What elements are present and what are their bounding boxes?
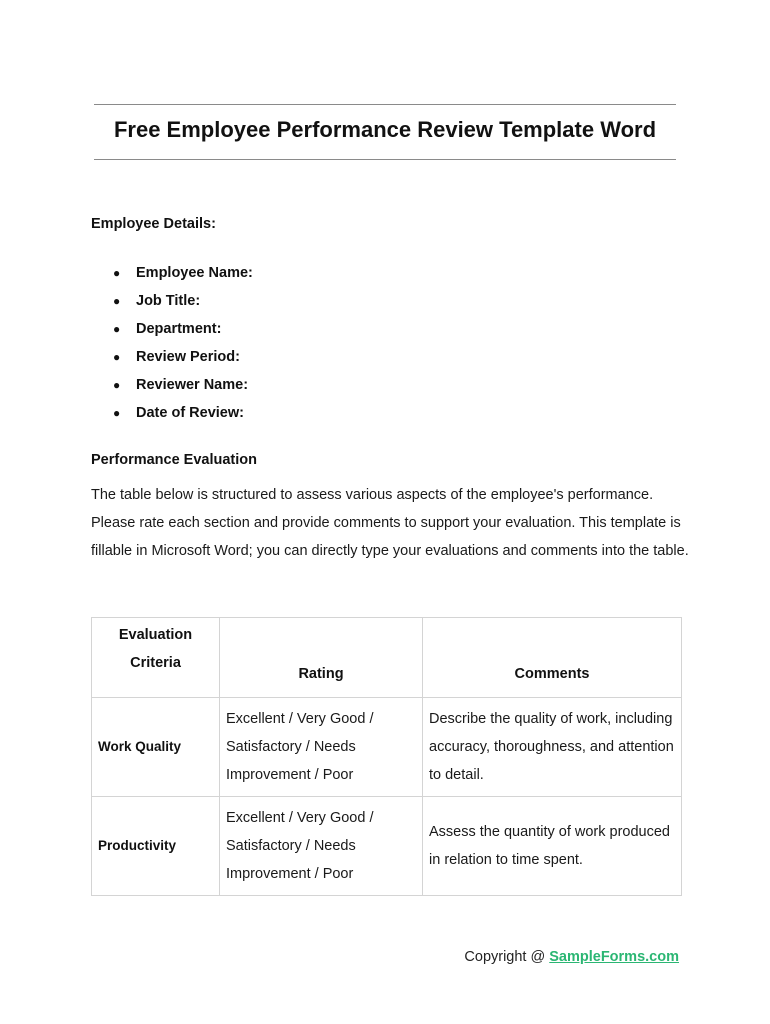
performance-evaluation-heading: Performance Evaluation [91, 452, 257, 468]
employee-details-heading: Employee Details: [91, 216, 216, 232]
list-item [113, 402, 253, 430]
table-row [92, 698, 682, 797]
bullet-icon: ● [113, 406, 121, 420]
header-rating: Rating [220, 618, 423, 698]
list-item [113, 262, 253, 290]
copyright-footer [464, 949, 679, 965]
page-title: Free Employee Performance Review Template Word [113, 117, 657, 142]
rating-cell[interactable]: Excellent / Very Good / Satisfactory / Needs Improvement / Poor [220, 698, 423, 797]
detail-label: Job Title: [136, 293, 201, 309]
criteria-cell: Productivity [92, 797, 220, 896]
criteria-cell: Work Quality [92, 698, 220, 797]
header-evaluation-criteria: Evaluation Criteria [92, 618, 220, 698]
sampleforms-link[interactable]: SampleForms.com [549, 949, 679, 965]
table-header-row [92, 618, 682, 698]
title-bottom-rule [94, 159, 676, 160]
bullet-icon: ● [113, 266, 121, 280]
detail-label: Date of Review: [136, 405, 244, 421]
header-comments: Comments [423, 618, 682, 698]
list-item [113, 290, 253, 318]
evaluation-table [91, 617, 682, 896]
comments-cell[interactable]: Describe the quality of work, including accuracy, thoroughness, and attention to detail. [423, 698, 682, 797]
table-row [92, 797, 682, 896]
copyright-text: Copyright @ [464, 949, 550, 965]
comments-cell[interactable]: Assess the quantity of work produced in relation to time spent. [423, 797, 682, 896]
employee-details-list [113, 262, 253, 430]
bullet-icon: ● [113, 350, 121, 364]
rating-cell[interactable]: Excellent / Very Good / Satisfactory / Needs Improvement / Poor [220, 797, 423, 896]
detail-label: Review Period: [136, 349, 240, 365]
bullet-icon: ● [113, 322, 121, 336]
list-item [113, 374, 253, 402]
detail-label: Department: [136, 321, 222, 337]
detail-label: Reviewer Name: [136, 377, 249, 393]
title-top-rule [94, 104, 676, 105]
list-item [113, 346, 253, 374]
list-item [113, 318, 253, 346]
bullet-icon: ● [113, 378, 121, 392]
detail-label: Employee Name: [136, 265, 253, 281]
intro-paragraph: The table below is structured to assess various aspects of the employee's performance. Please rate each section and provide comments to support your evaluation. This template is fillable in Microsoft Word; you can directly type your evaluations and comments into the table. [91, 487, 689, 559]
bullet-icon: ● [113, 294, 121, 308]
